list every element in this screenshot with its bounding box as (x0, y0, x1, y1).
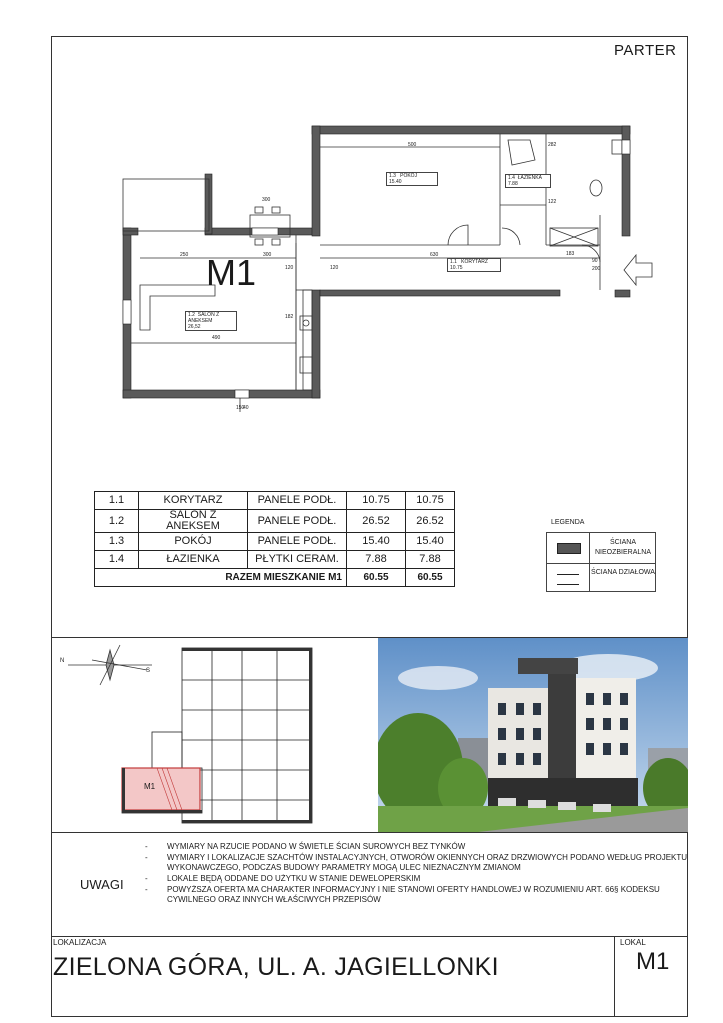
dimension: 490 (212, 335, 221, 341)
table-total-row: RAZEM MIESZKANIE M1 60.55 60.55 (95, 569, 455, 587)
legend-item-label: ŚCIANA DZIAŁOWA (591, 569, 655, 576)
floor-plan (0, 0, 723, 430)
divider (614, 936, 615, 1017)
floor-label: PARTER (614, 42, 677, 59)
dimension: 150 (236, 405, 245, 411)
unit-code-label: LOKAL (620, 938, 646, 947)
divider (51, 832, 688, 833)
notes-list (145, 842, 690, 906)
table-row: 1.1 KORYTARZ PANELE PODŁ. 10.75 10.75 (95, 492, 455, 510)
key-plan-unit-marker: M1 (144, 782, 156, 791)
solid-wall-swatch (557, 543, 581, 554)
table-row: 1.2 SALON Z ANEKSEM PANELE PODŁ. 26.52 26.52 (95, 510, 455, 533)
dimension: 120 (285, 265, 294, 271)
legend-title: LEGENDA (551, 519, 585, 526)
dimension: 300 (263, 252, 272, 258)
unit-label: M1 (206, 252, 257, 293)
dimension: 200 (592, 266, 601, 272)
location-label: LOKALIZACJA (53, 938, 107, 947)
dimension: 183 (566, 251, 575, 257)
divider (51, 936, 688, 937)
unit-code: M1 (636, 948, 670, 975)
compass-s-label: S (146, 668, 151, 674)
dimension: 282 (548, 142, 557, 148)
room-label-lazienka: 1.4 ŁAZIENKA 7.88 (505, 174, 551, 188)
note-item: - POWYŻSZA OFERTA MA CHARAKTER INFORMACYJNY I NIE STANOWI OFERTY HANDLOWEJ W ROZUMIENIU ART. 66§ KODEKSU CYWILNEGO ORAZ INNYCH WŁAŚCIWYCH PRZEPISÓW (145, 885, 660, 904)
note-item: - LOKALE BĘDĄ ODDANE DO UŻYTKU W STANIE DEWELOPERSKIM (145, 874, 421, 883)
dimension: 182 (285, 314, 294, 320)
key-plan (52, 640, 374, 830)
building-render (378, 638, 688, 832)
dimension: 500 (408, 142, 417, 148)
room-label-korytarz: 1.1 KORYTARZ 10.75 (447, 258, 501, 272)
room-label-pokoj: 1.3 POKÓJ 15.40 (386, 172, 438, 186)
legend (546, 532, 656, 592)
table-row: 1.4 ŁAZIENKA PŁYTKI CERAM. 7.88 7.88 (95, 551, 455, 569)
note-item: - WYMIARY NA RZUCIE PODANO W ŚWIETLE ŚCIAN SUROWYCH BEZ TYNKÓW (145, 842, 466, 851)
note-item: - WYMIARY I LOKALIZACJE SZACHTÓW INSTALACYJNYCH, OTWORÓW OKIENNYCH ORAZ DRZWIOWYCH PODANO WEDŁUG PROJEKTU WYKONAWCZEGO, PODCZAS BUDOWY PARAMETRY MOGĄ ULEC NIEZNACZNYM ZMIANOM (145, 853, 688, 872)
dimension: 630 (430, 252, 439, 258)
legend-item-label: ŚCIANA NIEOZBIERALNA (594, 539, 651, 556)
room-label-salon: 1.2 SALON Z ANEKSEM 26,52 (185, 311, 237, 331)
compass-n-label: N (60, 658, 65, 664)
dimension: 250 (180, 252, 189, 258)
partition-wall-swatch (557, 574, 579, 585)
dimension: 120 (330, 265, 339, 271)
table-row: 1.3 POKÓJ PANELE PODŁ. 15.40 15.40 (95, 533, 455, 551)
dimension: 300 (262, 197, 271, 203)
notes-title: UWAGI (80, 877, 124, 892)
dimension: 90 (592, 258, 598, 264)
dimension: 40 (243, 405, 249, 411)
location-value: ZIELONA GÓRA, UL. A. JAGIELLONKI (53, 953, 499, 981)
area-table (94, 491, 455, 587)
dimension: 122 (548, 199, 557, 205)
